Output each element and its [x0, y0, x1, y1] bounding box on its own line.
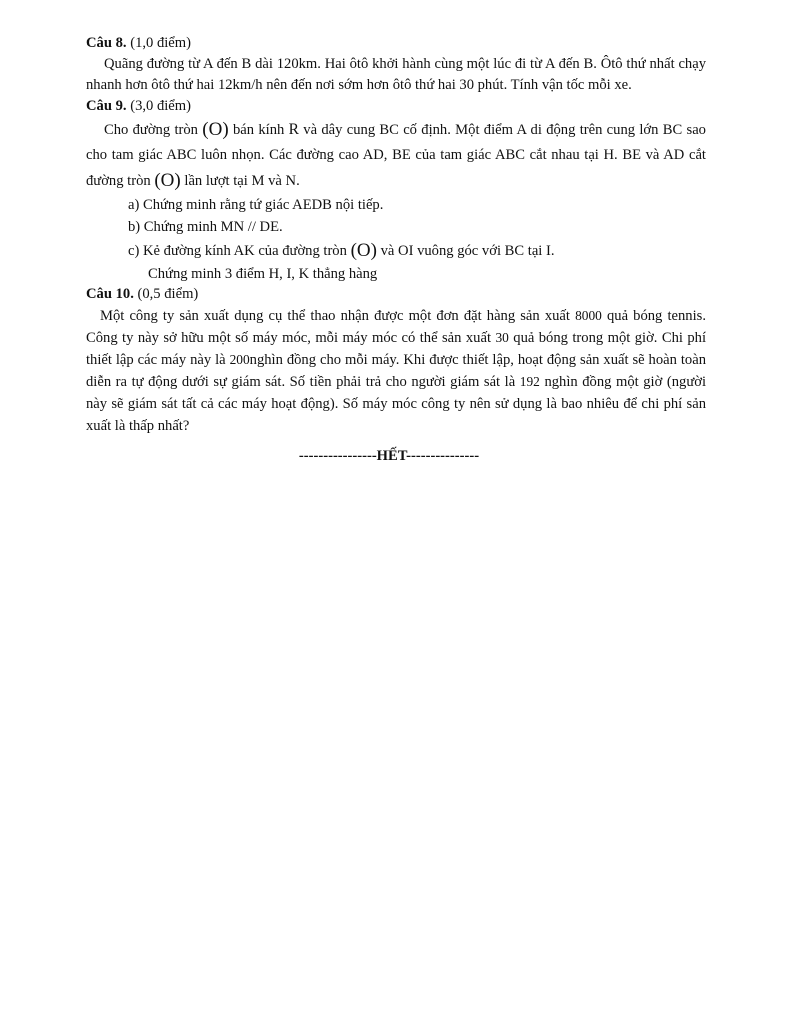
question-8-heading [86, 33, 706, 54]
circle-o-symbol: (O) [154, 170, 181, 191]
question-10-text [86, 305, 706, 437]
question-10-points: (0,5 điểm) [137, 286, 199, 302]
question-10-label: Câu 10. [86, 286, 134, 302]
question-9-part-b: b) Chứng minh MN // DE. [128, 219, 283, 235]
question-9-part-c [86, 238, 706, 264]
question-8-label: Câu 8. [86, 35, 127, 51]
question-9-intro-part: bán kính [232, 122, 285, 138]
question-9-label: Câu 9. [86, 98, 127, 114]
question-10-text-part: quả bóng tennis. Công ty này sở hữu một số máy móc, mỗi máy móc có thể sản xuất [86, 308, 706, 346]
number-8000: 8000 [575, 308, 602, 323]
question-8-points: (1,0 điểm) [130, 35, 191, 51]
question-9-points: (3,0 điểm) [130, 98, 191, 114]
question-10-text-part: Một công ty sản xuất dụng cụ thể thao nhận được một đơn đặt hàng sản xuất [100, 308, 570, 324]
question-9-part-c-continuation: Chứng minh 3 điểm H, I, K thẳng hàng [148, 266, 378, 282]
question-9-part-a: a) Chứng minh rằng tứ giác AEDB nội tiếp. [128, 197, 384, 213]
number-30: 30 [495, 330, 509, 345]
circle-o-symbol: (O) [202, 119, 229, 140]
question-9-heading [86, 96, 706, 117]
question-9-intro-part: lần lượt tại M và N. [184, 173, 300, 189]
question-10-text-part: nghìn đồng một giờ (người này sẽ giám sát tất cả các máy hoạt động). Số máy móc công ty nên sử dụng là bao nhiêu để chi phí sản xuất là thấp nhất? [86, 374, 706, 434]
circle-o-symbol: (O) [350, 240, 377, 261]
question-10-text-part: nghìn đồng cho mỗi máy. Khi được thiết lập, hoạt động sản xuất sẽ hoàn toàn diễn ra tự động dưới sự giám sát. Số tiền phải trả cho người giám sát là [86, 352, 706, 390]
question-9-intro-part: và dây cung BC cố định. Một điểm A di động trên cung lớn BC sao cho tam giác ABC luôn nhọn. Các đường cao AD, BE của tam giác ABC cắt nhau tại H. BE và AD cắt đường tròn [86, 122, 706, 189]
question-9-intro [86, 117, 706, 194]
question-10-text-part: quả bóng trong một giờ. Chi phí thiết lập các máy này là [86, 330, 707, 368]
end-marker: ----------------HẾT--------------- [298, 448, 480, 464]
number-192: 192 [519, 374, 540, 389]
radius-symbol: R [288, 121, 299, 138]
exam-page [86, 33, 706, 482]
question-10-heading [86, 284, 706, 305]
question-9-part-c-text: và OI vuông góc với BC tại I. [380, 243, 555, 259]
question-8-text: Quãng đường từ A đến B dài 120km. Hai ôtô khởi hành cùng một lúc đi từ A đến B. Ôtô thứ nhất chạy nhanh hơn ôtô thứ hai 12km/h nên đến nơi sớm hơn ôtô thứ hai 30 phút. Tính vận tốc mỗi xe. [86, 56, 706, 93]
question-9-intro-part: Cho đường tròn [104, 122, 198, 138]
question-9-part-c-text: c) Kẻ đường kính AK của đường tròn [128, 243, 347, 259]
number-200: 200 [229, 352, 250, 367]
